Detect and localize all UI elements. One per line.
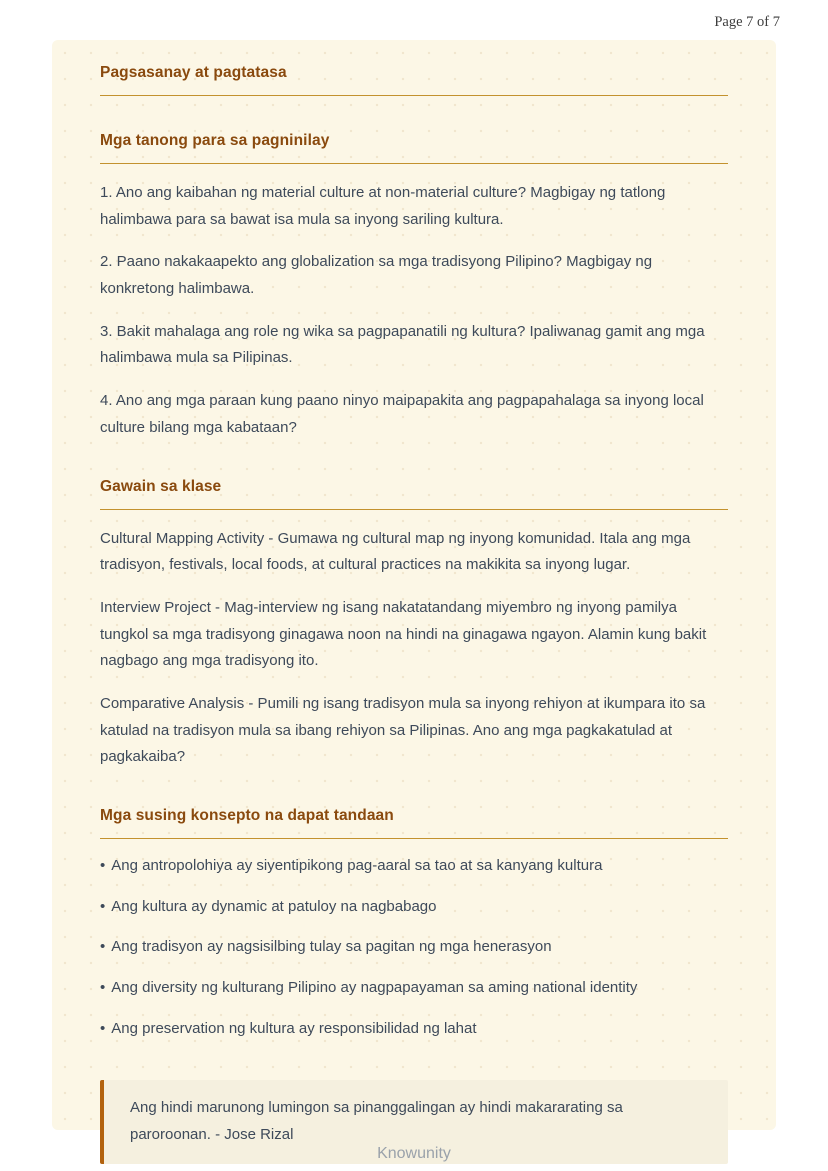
key-concept-text: Ang antropolohiya ay siyentipikong pag-aaral sa tao at sa kanyang kultura xyxy=(111,857,603,874)
reflection-question-4: 4. Ano ang mga paraan kung paano ninyo maipapakita ang pagpapahalaga sa inyong local culture bilang mga kabataan? xyxy=(100,392,704,436)
reflection-question-3: 3. Bakit mahalaga ang role ng wika sa pagpapanatili ng kultura? Ipaliwanag gamit ang mga halimbawa mula sa Pilipinas. xyxy=(100,322,705,367)
key-concept-text: Ang kultura ay dynamic at patuloy na nagbabago xyxy=(111,897,437,915)
classwork-activity-3: Comparative Analysis - Pumili ng isang tradisyon mula sa inyong rehiyon at ikumpara ito sa katulad na tradisyon mula sa ibang rehiyon sa Pilipinas. Ano ang mga pagkakatulad at pagkakaiba? xyxy=(100,694,706,766)
key-concept-item xyxy=(100,1016,728,1043)
reflection-question-1: 1. Ano ang kaibahan ng material culture at non-material culture? Magbigay ng tatlong halimbawa para sa bawat isa mula sa inyong sariling kultura. xyxy=(100,184,666,228)
reflection-question-2: 2. Paano nakakaapekto ang globalization sa mga tradisyong Pilipino? Magbigay ng konkretong halimbawa. xyxy=(100,253,653,298)
section-title-practice: Pagsasanay at pagtatasa xyxy=(100,64,728,96)
key-concept-text: Ang diversity ng kulturang Pilipino ay nagpapayaman sa aming national identity xyxy=(111,979,638,997)
bullet-icon: • xyxy=(100,938,106,956)
quote-text: Ang hindi marunong lumingon sa pinanggalingan ay hindi makararating sa paroroonan. - Jose Rizal xyxy=(130,1099,623,1144)
bullet-icon: • xyxy=(100,857,106,874)
key-concept-item xyxy=(100,853,728,880)
key-concept-text: Ang preservation ng kultura ay responsibilidad ng lahat xyxy=(111,1019,477,1037)
section-title-reflection-questions: Mga tanong para sa pagninilay xyxy=(100,132,728,164)
section-title-key-concepts: Mga susing konsepto na dapat tandaan xyxy=(100,807,728,839)
footer-brand: Knowunity xyxy=(377,1145,451,1162)
page-indicator: Page 7 of 7 xyxy=(714,14,780,30)
key-concept-text: Ang tradisyon ay nagsisilbing tulay sa pagitan ng mga henerasyon xyxy=(111,938,552,956)
key-concept-item xyxy=(100,975,728,1002)
classwork-activity-2: Interview Project - Mag-interview ng isang nakatatandang miyembro ng inyong pamilya tungkol sa mga tradisyong ginagawa noon na hindi na ginagawa ngayon. Alamin kung bakit nagbago ang mga tradisyong ito. xyxy=(100,598,707,670)
bullet-icon: • xyxy=(100,1019,106,1037)
bullet-icon: • xyxy=(100,979,106,997)
bullet-icon: • xyxy=(100,897,106,915)
key-concept-item xyxy=(100,894,728,921)
classwork-activity-1: Cultural Mapping Activity - Gumawa ng cultural map ng inyong komunidad. Itala ang mga tradisyon, festivals, local foods, at cultural practices na makikita sa inyong lugar. xyxy=(100,529,691,574)
section-title-classwork: Gawain sa klase xyxy=(100,478,728,510)
content-card xyxy=(52,40,776,1144)
key-concept-item xyxy=(100,934,728,961)
